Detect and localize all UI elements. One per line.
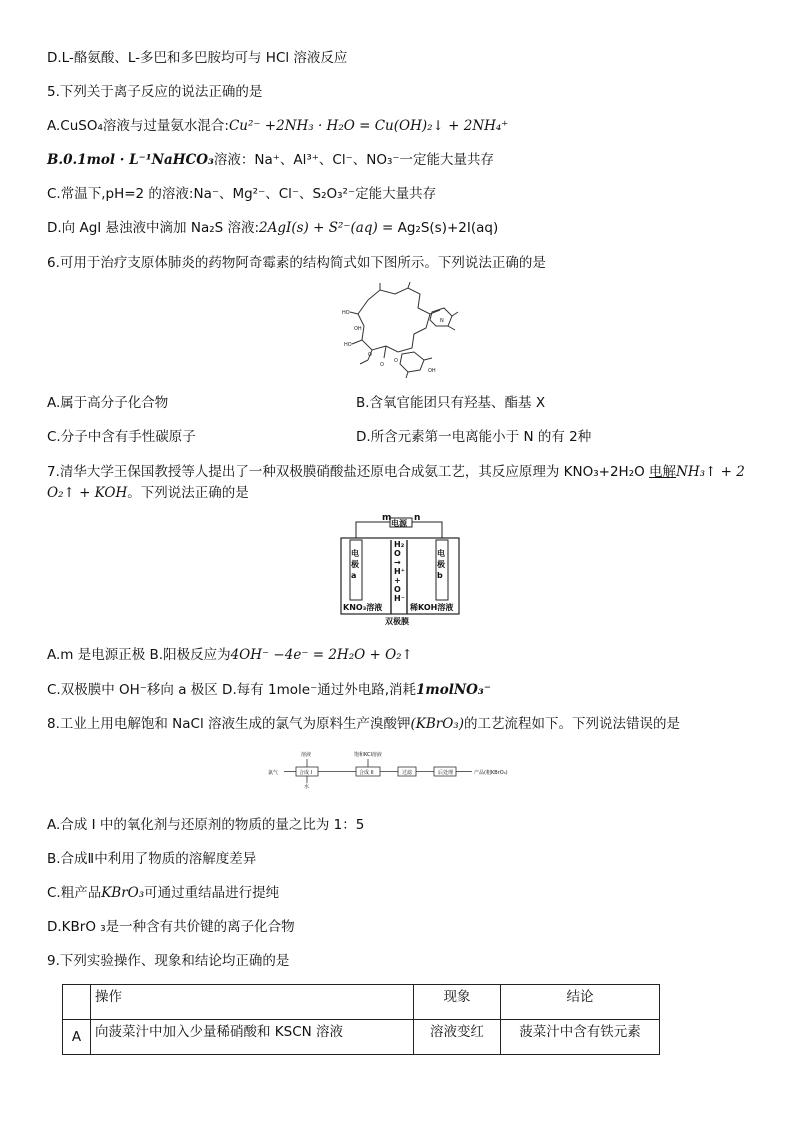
- choice-6c: C.分子中含有手性碳原子: [47, 429, 196, 445]
- choice-5c: C.常温下,pH=2 的溶液:Na⁻、Mg²⁻、Cl⁻、S₂O₃²⁻定能大量共存: [47, 186, 437, 202]
- flow-chlorine: 氯气: [268, 770, 279, 776]
- flow-lye: 溶液: [301, 752, 312, 758]
- table-row: [63, 1020, 660, 1055]
- choice-7d-eq: 1molNO₃⁻: [416, 682, 491, 698]
- process-flow-diagram: [268, 748, 530, 790]
- choice-5d-text: D.向 AgI 悬浊液中滴加 Na₂S 溶液:: [47, 220, 260, 236]
- question-8: [47, 715, 680, 733]
- flow-product: 产品(粗KBrO₃): [474, 770, 508, 776]
- line-q4d: D.L-酪氨酸、L-多巴和多巴胺均可与 HCl 溶液反应: [47, 50, 348, 66]
- power-source-label: 电源: [391, 519, 407, 528]
- flow-step-1: 合成 I: [299, 770, 313, 776]
- table-header-cell: 结论: [501, 985, 660, 1020]
- flow-step-4: 后处理: [438, 770, 454, 776]
- electrolysis-cell-diagram: [338, 513, 462, 626]
- table-cell: A: [63, 1020, 91, 1055]
- flow-kcl: 饱和KCl溶液: [354, 752, 382, 758]
- question-5: 5.下列关于离子反应的说法正确的是: [47, 84, 263, 100]
- svg-text:HO: HO: [344, 342, 352, 348]
- question-8-text: 8.工业上用电解饱和 NaCl 溶液生成的氯气为原料生产溴酸钾: [47, 716, 411, 732]
- electrolysis-label: 电解: [649, 464, 677, 480]
- question-7-eq2: O₂↑ + KOH: [47, 485, 128, 501]
- question-7-text: 7.清华大学王保国教授等人提出了一种双极膜硝酸盐还原电合成氨工艺，其反应原理为 KNO₃+2H₂O: [47, 464, 650, 480]
- choice-8c-eq: KBrO₃: [101, 885, 145, 901]
- choice-7ab-text: A.m 是电源正极 B.阳极反应为: [47, 647, 231, 663]
- electrode-b-label: 电极b: [437, 549, 445, 580]
- bipolar-membrane-label: 双极膜: [385, 617, 409, 626]
- choice-8b: B.合成Ⅱ中利用了物质的溶解度差异: [47, 851, 257, 867]
- question-8-tail: 的工艺流程如下。下列说法错误的是: [464, 716, 680, 732]
- choice-6a: A.属于高分子化合物: [47, 395, 169, 411]
- question-9: 9.下列实验操作、现象和结论均正确的是: [47, 953, 290, 969]
- electrode-a-label: 电极a: [351, 549, 359, 580]
- question-7-tail: 。下列说法正确的是: [127, 485, 249, 501]
- question-7-eq1: NH₃↑ + 2: [676, 464, 745, 480]
- choice-5a: [47, 117, 508, 135]
- choice-5d-eq: 2AgI(s) + S²⁻(aq) =: [259, 220, 398, 236]
- choice-5a-text: A.CuSO₄溶液与过量氨水混合:: [47, 118, 229, 134]
- svg-text:O: O: [380, 362, 384, 368]
- table-header-row: [63, 985, 660, 1020]
- choice-5a-eq: Cu²⁻ +2NH₃ · H₂O = Cu(OH)₂↓ + 2NH₄⁺: [228, 118, 509, 134]
- choice-7cd: [47, 681, 491, 699]
- choice-8c-tail: 可通过重结晶进行提纯: [144, 885, 280, 901]
- choice-5d-tail: Ag₂S(s)+2I(aq): [397, 220, 499, 236]
- choice-7b-eq: 4OH⁻ −4e⁻ = 2H₂O + O₂↑: [230, 647, 413, 663]
- choice-8c: [47, 884, 279, 902]
- svg-text:OH: OH: [428, 368, 436, 374]
- svg-text:N: N: [440, 318, 444, 324]
- choice-8c-text: C.粗产品: [47, 885, 102, 901]
- table-header-cell: [63, 985, 91, 1020]
- choice-5b: [47, 151, 494, 169]
- table-header-cell: 操作: [91, 985, 414, 1020]
- choice-8a: A.合成 I 中的氧化剂与还原剂的物质的量之比为 1：5: [47, 817, 365, 833]
- table-cell: 向菠菜汁中加入少量稀硝酸和 KSCN 溶液: [91, 1020, 414, 1055]
- kno3-solution-label: KNO₃溶液: [343, 603, 383, 612]
- question-6: 6.可用于治疗支原体肺炎的药物阿奇霉素的结构简式如下图所示。下列说法正确的是: [47, 255, 546, 271]
- choice-5b-text: 溶液：Na⁺、Al³⁺、Cl⁻、NO₃⁻一定能大量共存: [213, 152, 494, 168]
- power-n-label: n: [414, 513, 421, 523]
- choice-7ab: [47, 646, 413, 664]
- bipolar-water-label: H₂O→H⁺+OH⁻: [394, 540, 405, 603]
- flow-water: 水: [304, 784, 310, 790]
- svg-text:OH: OH: [354, 326, 362, 332]
- azithromycin-structure-image: [340, 282, 460, 380]
- question-7-line1: [47, 463, 745, 481]
- choice-5d: [47, 219, 498, 237]
- svg-text:O: O: [368, 352, 372, 358]
- choice-6d: D.所含元素第一电离能小于 N 的有 2种: [356, 429, 592, 445]
- question-7-line2: [47, 484, 249, 502]
- flow-step-2: 合成 II: [359, 770, 374, 776]
- experiment-table: [62, 984, 660, 1055]
- choice-6b: B.含氧官能团只有羟基、酯基 X: [356, 395, 546, 411]
- choice-7cd-text: C.双极膜中 OH⁻移向 a 极区 D.每有 1mole⁻通过外电路,消耗: [47, 682, 417, 698]
- table-header-cell: 现象: [414, 985, 501, 1020]
- power-m-label: m: [382, 513, 392, 523]
- svg-text:O: O: [394, 358, 398, 364]
- question-8-eq: (KBrO₃): [410, 716, 464, 732]
- choice-5b-eq: B.0.1mol · L⁻¹NaHCO₃: [47, 152, 214, 168]
- svg-text:HO: HO: [342, 310, 350, 316]
- choice-8d: D.KBrO ₃是一种含有共价键的离子化合物: [47, 919, 295, 935]
- flow-step-3: 过滤: [402, 770, 413, 776]
- table-cell: 溶液变红: [414, 1020, 501, 1055]
- koh-solution-label: 稀KOH溶液: [410, 603, 454, 612]
- table-cell: 菠菜汁中含有铁元素: [501, 1020, 660, 1055]
